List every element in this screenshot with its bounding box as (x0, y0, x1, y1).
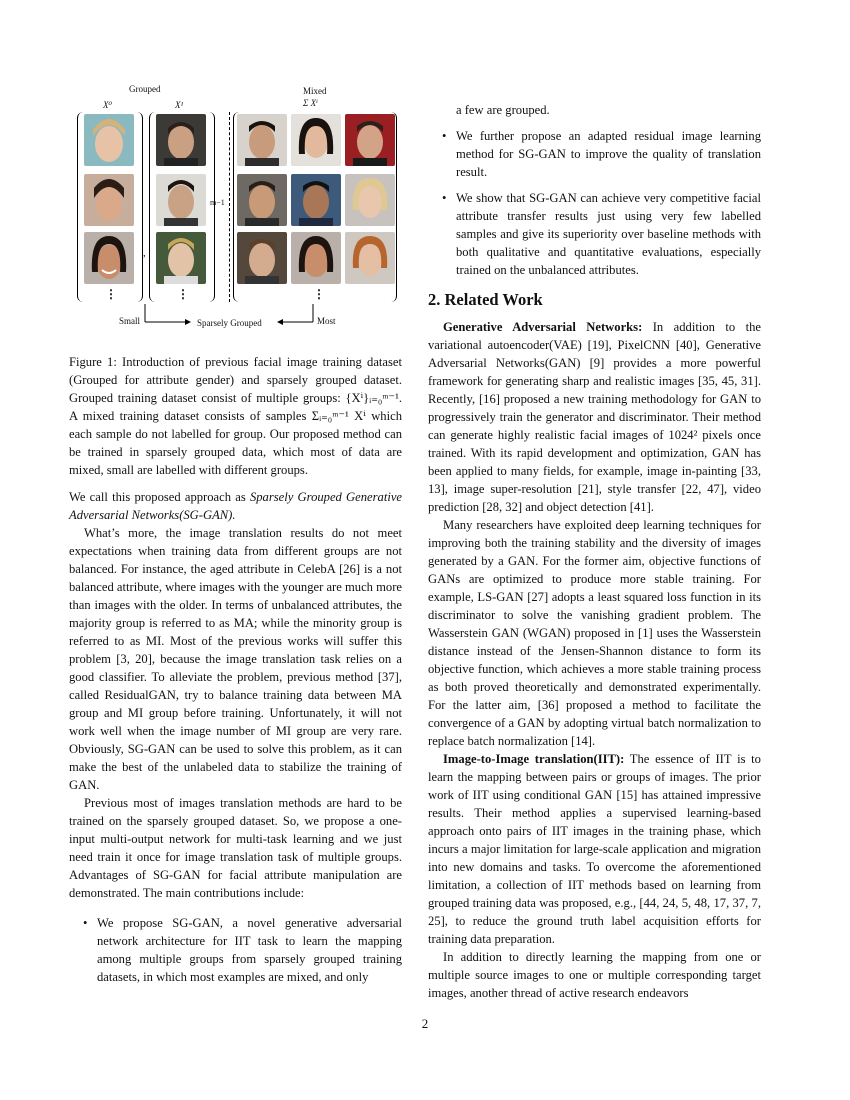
label-x0: X⁰ (103, 100, 113, 110)
label-most: Most (317, 316, 336, 326)
label-mixed: Mixed (303, 86, 327, 96)
left-column (69, 353, 402, 986)
paragraph-text: In addition to the variational autoencoder(VAE) [19], PixelCNN [40], Generative Adversarial Networks(GAN) [9] provides a more powerful framework for generating sharp and realistic images [35, 45, 31]. Recently, [16] proposed a new training methodology for GAN to progressively train the generator and discriminator. Their method can generate highly realistic facial images of 1024² pixels once trained. With its rapid development and optimization, GAN has been applied to many fields, for example, image in-painting [33, 13], image super-resolution [21], style transfer [22, 47], video prediction [28, 32] and object detection [41]. (428, 320, 761, 514)
paragraph: Previous most of images translation methods are hard to be trained on the sparsely grouped dataset. So, we propose a one-input multi-output network for multi-task learning and we just need train it once for image translation task of multiple groups. Advantages of SG-GAN for facial attribute manipulation are demonstrated. The main contributions include: (69, 796, 402, 900)
face-image (156, 174, 206, 226)
face-image (84, 232, 134, 284)
paragraph (428, 318, 761, 516)
label-grouped: Grouped (129, 84, 161, 94)
paragraph (428, 750, 761, 948)
label-small: Small (119, 316, 141, 326)
right-column (428, 101, 761, 1002)
label-m-minus-1: m−1 (210, 198, 225, 207)
section-heading: 2. Related Work (428, 290, 543, 309)
method-name: Sparsely Grouped Generative Adversarial Networks(SG-GAN). (69, 490, 403, 522)
face-image (291, 114, 341, 166)
paragraph (69, 488, 402, 524)
more-dots: ⋮ (177, 287, 189, 301)
paragraph: What’s more, the image translation results do not meet expectations when training data from different groups are not balanced. For instance, the aged attribute in CelebA [26] is a not balanced attribute, where images with the younger are much more than images with the older. In terms of unbalanced attributes, the majority group is referred to as MA; while the minority group is referred to as MI. Most of the previous works will suffer this problem [3, 20], because the image translation task relies on a good classifier. To alleviate the problem, previous method [37], called ResidualGAN, try to balance training data between MA group and MI group before training. Unfortunately, it will not work well when the image number of MI group are very rare. Obviously, SG-GAN can be used to solve this problem, as it can make the best of the unlabeled data to stabilize the training of GAN. (69, 526, 402, 792)
contribution-list (69, 914, 402, 986)
paragraph: In addition to directly learning the mapping from one or multiple source images to one or multiple corresponding target images, another thread of active research endeavors (428, 950, 761, 1000)
face-image (345, 114, 395, 166)
figure-1 (69, 82, 402, 337)
paragraph-text: We call this proposed approach as (69, 490, 250, 504)
separator-dashed (229, 112, 230, 302)
more-dots: ⋮ (313, 287, 325, 301)
list-item: • We further propose an adapted residual image learning method for SG-GAN to improve the quality of translation result. (456, 127, 761, 181)
face-image (237, 232, 287, 284)
list-item: • We propose SG-GAN, a novel generative adversarial network architecture for IIT task to learn the mapping among multiple groups from sparsely grouped training datasets, in which most examples are mixed, and only (97, 914, 402, 986)
face-image (345, 174, 395, 226)
paragraph-text: The essence of IIT is to learn the mapping between pairs or groups of images. The prior work of IIT using conditional GAN [15] has attained impressive results. Their method applies a supervised learning-based approach onto pairs of IIT images in the training phase, which incurs a major limitation for large-scale application and migration into new domains and tasks. To overcome the aforementioned limitation, a collection of IIT methods based on learning from grouped training data was proposed, e.g., [44, 24, 5, 48, 17, 37, 7, 25], to reduce the ground truth label acquisition efforts for training data preparation. (428, 752, 761, 946)
list-item: • We show that SG-GAN can achieve very competitive facial attribute transfer results just using very few labelled samples and give its superiority over baseline methods with both qualitative and quantitative evaluations, especially trained on the unbalanced attributes. (456, 189, 761, 279)
paragraph: Many researchers have exploited deep learning techniques for improving both the training stability and the diversity of images generated by a GAN. For the former aim, objective functions of GANs are optimized to produce more stable training. For example, LS-GAN [27] adopts a least squared loss function in its discriminator to solve the vanishing gradient problem. The Wasserstein GAN (WGAN) proposed in [1] uses the Wasserstein distance instead of the Jensen-Shannon distance to form its objective function, which achieves a more stable training process as both proved theoretically and demonstrated experimentally. For the latter aim, [36] proposed a method to facilitate the convergence of a GAN by adopting virtual batch normalization to replace batch normalization [14]. (428, 518, 761, 748)
face-image (345, 232, 395, 284)
label-x1: X¹ (175, 100, 184, 110)
figure-caption: Figure 1: Introduction of previous facial image training dataset (Grouped for attribute gender) and sparsely grouped dataset. Grouped training dataset consist of multiple groups: {Xⁱ}ᵢ₌₀ᵐ⁻¹. A mixed training dataset consists of samples Σᵢ₌₀ᵐ⁻¹ Xⁱ which each sample do not labelled for group. Our proposed method can be trained in sparsely grouped data, which most of data are mixed, small are labelled with different groups. (69, 355, 402, 477)
label-sparsely-grouped: Sparsely Grouped (197, 318, 262, 328)
face-image (291, 232, 341, 284)
face-image (291, 174, 341, 226)
label-sum-xi: Σ Xⁱ (303, 98, 318, 108)
face-image (237, 114, 287, 166)
face-image (156, 232, 206, 284)
face-image (156, 114, 206, 166)
list-item-continuation: a few are grouped. (456, 103, 550, 117)
face-image (84, 114, 134, 166)
contribution-list (428, 127, 761, 279)
paragraph-heading: Image-to-Image translation(IIT): (443, 752, 625, 766)
face-image (237, 174, 287, 226)
face-image (84, 174, 134, 226)
comma-separator: , (143, 247, 146, 259)
paragraph-heading: Generative Adversarial Networks: (443, 320, 643, 334)
more-dots: ⋮ (105, 287, 117, 301)
page-number: 2 (421, 1016, 429, 1031)
